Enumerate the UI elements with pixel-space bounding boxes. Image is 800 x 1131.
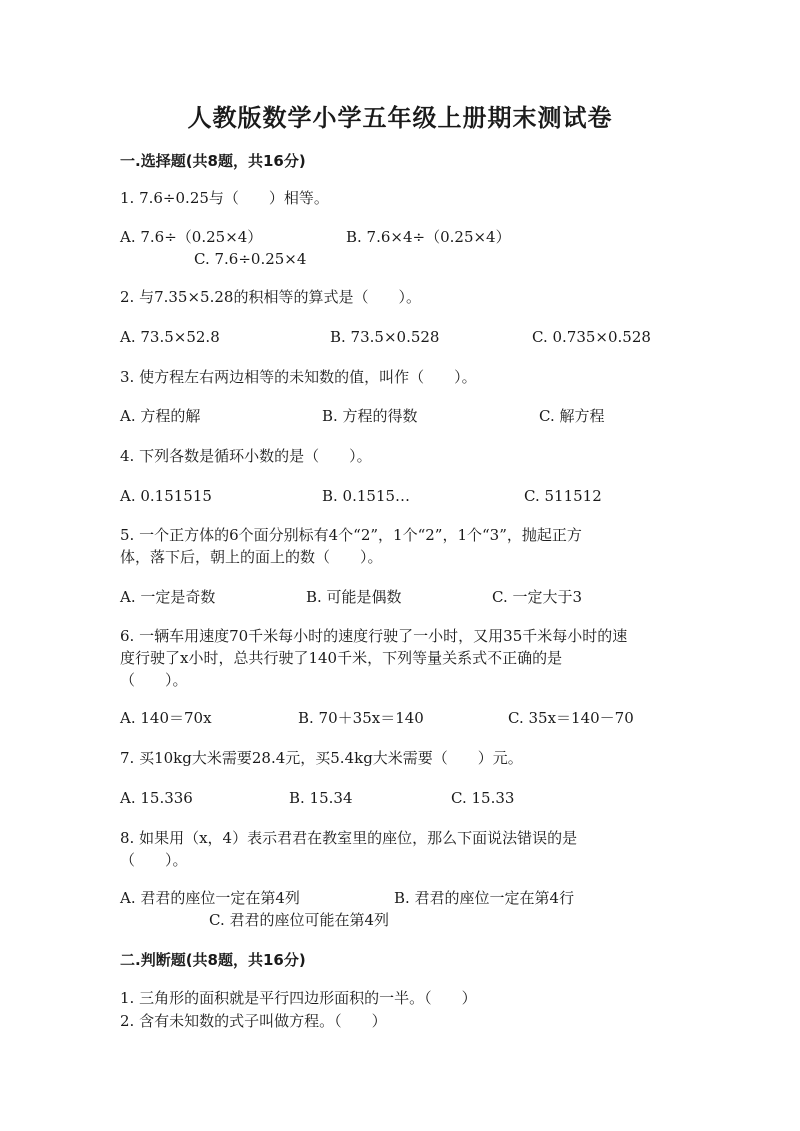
question-stem: 4. 下列各数是循环小数的是（ ）。	[120, 447, 372, 465]
option-c: C. 君君的座位可能在第4列	[209, 911, 390, 929]
question-stem: 6. 一辆车用速度70千米每小时的速度行驶了一小时，又用35千米每小时的速	[120, 627, 628, 645]
option-b: B. 方程的得数	[322, 407, 418, 425]
option-a: A. 7.6÷（0.25×4）	[120, 228, 263, 246]
option-c: C. 7.6÷0.25×4	[194, 250, 307, 268]
option-c: C. 35x＝140－70	[508, 709, 634, 727]
question-stem: 体，落下后，朝上的面上的数（ ）。	[120, 548, 383, 566]
option-a: A. 0.151515	[120, 487, 212, 505]
question-stem: 7. 买10kg大米需要28.4元，买5.4kg大米需要（ ）元。	[120, 749, 523, 767]
question-stem: 3. 使方程左右两边相等的未知数的值，叫作（ ）。	[120, 368, 477, 386]
option-c: C. 一定大于3	[492, 588, 583, 606]
option-b: B. 70＋35x＝140	[298, 709, 424, 727]
option-b: B. 15.34	[289, 789, 353, 807]
option-a: A. 方程的解	[120, 407, 201, 425]
question-stem: 8. 如果用（x，4）表示君君在教室里的座位，那么下面说法错误的是	[120, 829, 578, 847]
option-c: C. 511512	[524, 487, 602, 505]
option-a: A. 140＝70x	[120, 709, 212, 727]
section-heading-choice: 一.选择题(共8题，共16分)	[120, 152, 306, 170]
option-b: B. 可能是偶数	[306, 588, 402, 606]
option-c: C. 0.735×0.528	[532, 328, 651, 346]
option-c: C. 15.33	[451, 789, 515, 807]
option-b: B. 73.5×0.528	[330, 328, 440, 346]
option-a: A. 君君的座位一定在第4列	[120, 889, 300, 907]
option-b: B. 君君的座位一定在第4行	[394, 889, 575, 907]
option-a: A. 73.5×52.8	[120, 328, 220, 346]
option-a: A. 15.336	[120, 789, 193, 807]
question-stem: （ ）。	[120, 851, 188, 869]
option-c: C. 解方程	[539, 407, 605, 425]
question-stem: 2. 含有未知数的式子叫做方程。（ ）	[120, 1012, 387, 1030]
option-a: A. 一定是奇数	[120, 588, 216, 606]
question-stem: 2. 与7.35×5.28的积相等的算式是（ ）。	[120, 288, 421, 306]
option-b: B. 7.6×4÷（0.25×4）	[346, 228, 511, 246]
question-stem: （ ）。	[120, 671, 188, 689]
page-title: 人教版数学小学五年级上册期末测试卷	[187, 104, 613, 132]
section-heading-judgement: 二.判断题(共8题，共16分)	[120, 951, 306, 969]
option-b: B. 0.1515…	[322, 487, 411, 505]
question-stem: 1. 三角形的面积就是平行四边形面积的一半。（ ）	[120, 989, 477, 1007]
question-stem: 5. 一个正方体的6个面分别标有4个“2”，1个“2”，1个“3”，抛起正方	[120, 526, 582, 544]
question-stem: 度行驶了x小时，总共行驶了140千米，下列等量关系式不正确的是	[120, 649, 563, 667]
question-stem: 1. 7.6÷0.25与（ ）相等。	[120, 189, 329, 207]
